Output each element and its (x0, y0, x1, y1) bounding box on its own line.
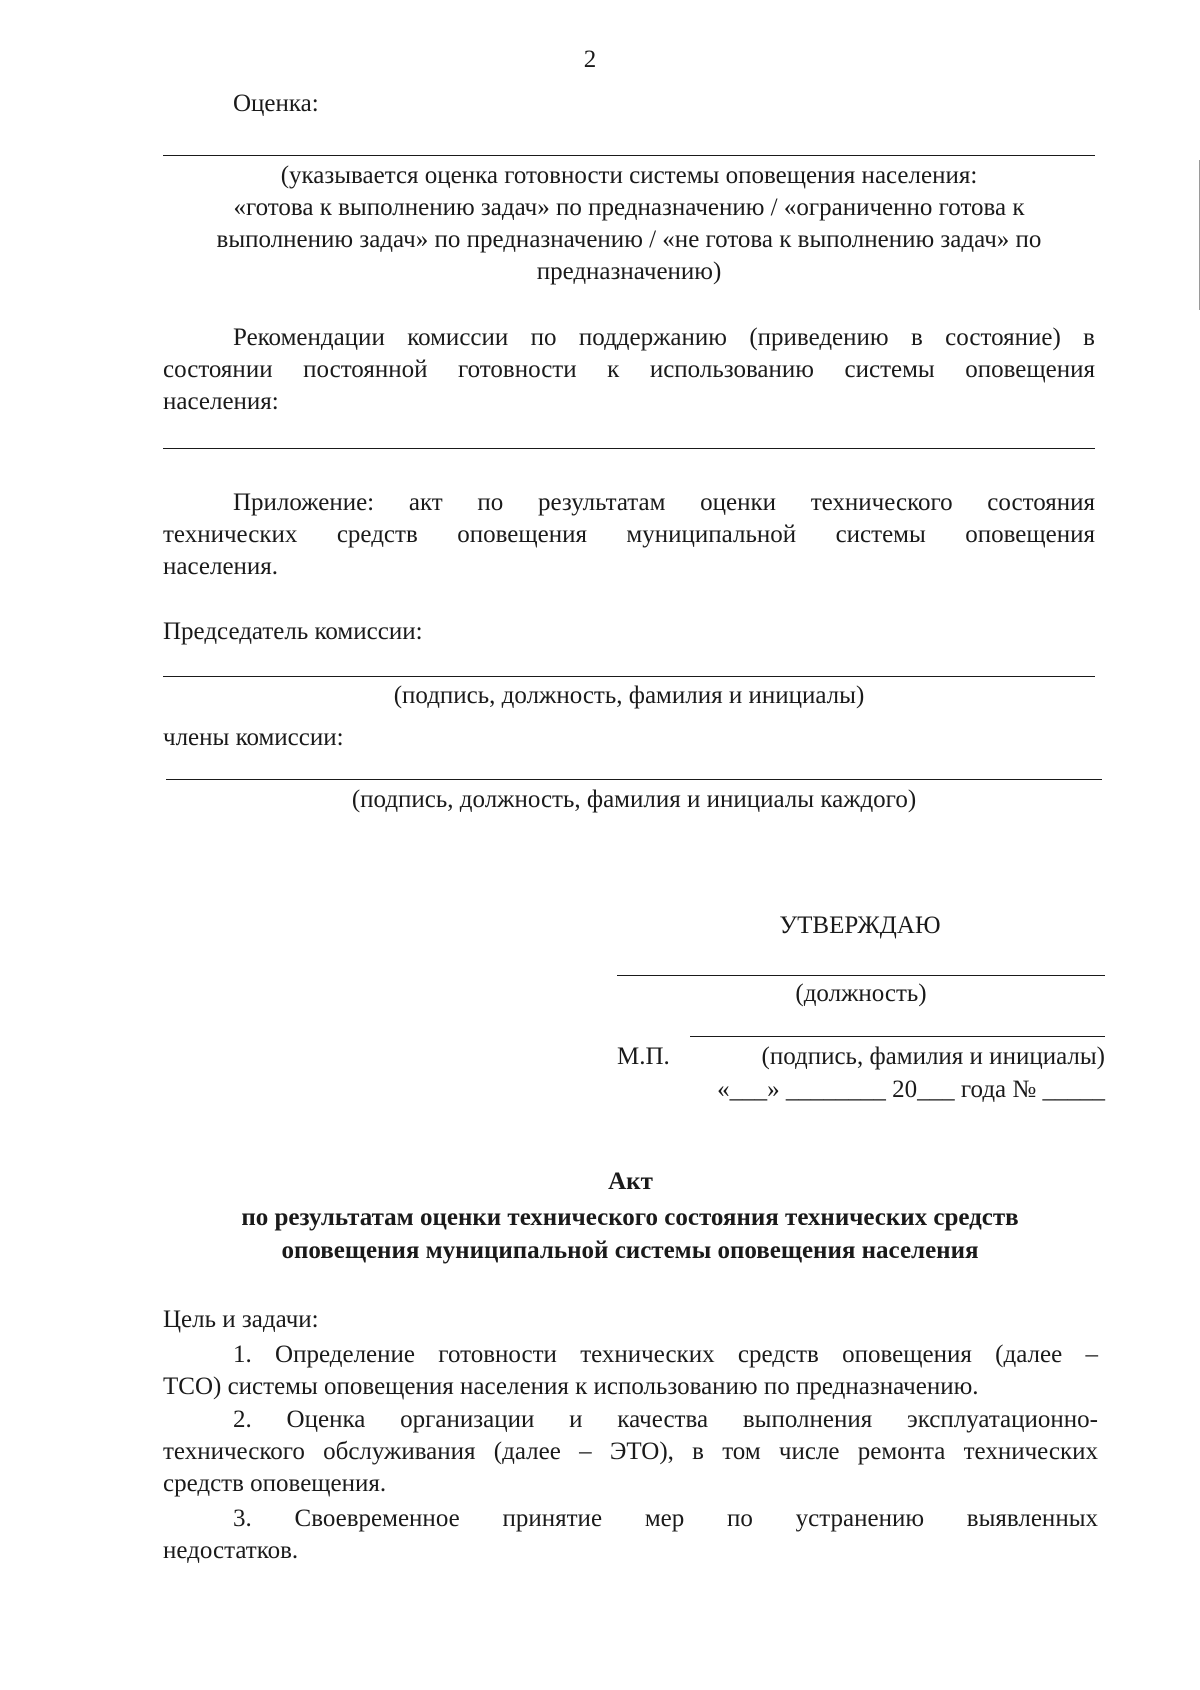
approval-title: УТВЕРЖДАЮ (779, 912, 941, 939)
approval-date-line: «___» ________ 20___ года № _____ (717, 1076, 1105, 1103)
appendix-paragraph (163, 487, 1095, 583)
approval-position-line (617, 975, 1105, 976)
goal-item-line: технического обслуживания (далее – ЭТО), в том числе ремонта технических (163, 1438, 1098, 1465)
goal-item-line: 1. Определение готовности технических средств оповещения (далее – (233, 1341, 1098, 1368)
chairman-hint: (подпись, должность, фамилия и инициалы) (393, 682, 865, 709)
assessment-hint (150, 160, 1108, 288)
members-blank-line (166, 779, 1102, 780)
appendix-line: технических средств оповещения муниципальной системы оповещения (163, 521, 1095, 548)
assessment-hint-line: выполнению задач» по предназначению / «не готова к выполнению задач» по (216, 226, 1042, 253)
assessment-blank-line (163, 155, 1095, 156)
goal-item-line: недостатков. (163, 1537, 299, 1564)
goal-item (163, 1339, 1098, 1403)
goal-item-line: 2. Оценка организации и качества выполнения эксплуатационно- (233, 1406, 1098, 1433)
act-subtitle-line: по результатам оценки технического состояния технических средств (241, 1204, 1019, 1231)
assessment-hint-line: предназначению) (536, 258, 722, 285)
recommendations-line: населения: (163, 388, 279, 415)
act-subtitle-line: оповещения муниципальной системы оповещения населения (281, 1237, 979, 1264)
appendix-line: населения. (163, 553, 279, 580)
approval-signature-hint: (подпись, фамилия и инициалы) (761, 1043, 1105, 1070)
assessment-hint-line: (указывается оценка готовности системы оповещения населения: (280, 162, 978, 189)
goals-label: Цель и задачи: (163, 1306, 319, 1333)
members-hint: (подпись, должность, фамилия и инициалы каждого) (351, 786, 917, 813)
chairman-blank-line (163, 676, 1095, 677)
assessment-hint-line: «готова к выполнению задач» по предназначению / «ограниченно готова к (233, 194, 1025, 221)
approval-mp: М.П. (617, 1043, 670, 1070)
goal-item-line: ТСО) системы оповещения населения к использованию по предназначению. (163, 1373, 979, 1400)
members-label: члены комиссии: (163, 724, 344, 751)
assessment-label: Оценка: (233, 90, 319, 117)
appendix-line: Приложение: акт по результатам оценки технического состояния (233, 489, 1095, 516)
goal-item (163, 1404, 1098, 1500)
act-title: Акт (608, 1168, 653, 1195)
goal-item-line: средств оповещения. (163, 1470, 387, 1497)
recommendations-line: состоянии постоянной готовности к использованию системы оповещения (163, 356, 1095, 383)
act-subtitle (150, 1201, 1110, 1267)
page-number: 2 (583, 46, 597, 73)
recommendations-blank-line (163, 448, 1095, 449)
approval-position-hint: (должность) (795, 980, 927, 1007)
goal-item-line: 3. Своевременное принятие мер по устранению выявленных (233, 1505, 1098, 1532)
recommendations-line: Рекомендации комиссии по поддержанию (приведению в состояние) в (233, 324, 1095, 351)
recommendations-paragraph (163, 322, 1095, 418)
approval-signature-line (690, 1036, 1105, 1037)
goal-item (163, 1503, 1098, 1567)
chairman-label: Председатель комиссии: (163, 618, 423, 645)
